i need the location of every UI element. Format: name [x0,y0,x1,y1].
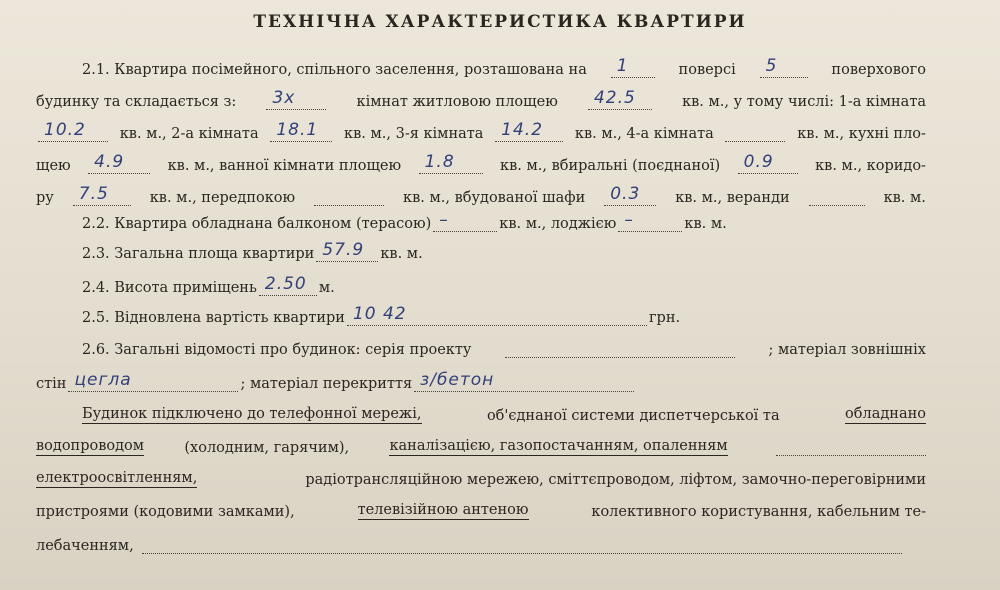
utilities-line-1 [82,394,926,424]
label: кв. м., лоджією [499,216,617,232]
room1-field[interactable]: 10.2 [38,121,108,142]
living-area-field[interactable]: 42.5 [588,89,652,110]
label: щею [36,158,71,174]
blank-line [776,437,926,456]
line-2-1-b [36,80,926,110]
label: стін [36,376,67,392]
rooms-field[interactable]: 3х [266,89,326,110]
label: грн. [648,310,681,326]
balcony-field[interactable]: – [433,211,497,232]
room4-field[interactable] [725,121,785,142]
label: кв. м., 2-а кімната [119,126,259,142]
label: 2.5. Відновлена вартість квартири [82,310,345,326]
height-field[interactable]: 2.50 [259,275,317,296]
utilities-line-5 [36,524,926,554]
corridor-field[interactable]: 7.5 [73,185,131,206]
underlined-text: телевізійною антеною [357,502,529,518]
text: колективного користування, кабельним те- [591,504,926,520]
line-2-4 [82,266,926,296]
label: кімнат житловою площею [356,94,558,110]
label: кв. м., у тому числі: 1-а кімната [682,94,926,110]
underlined-text: електроосвітленням, [36,470,198,486]
label: кв. м., веранди [675,190,790,206]
label: кв. м. [883,190,926,206]
label: кв. м., вбиральні (поєднаної) [500,158,721,174]
label: 2.1. Квартира посімейного, спільного заселення, розташована на [82,62,587,78]
utilities-line-2 [36,426,926,456]
label: кв. м., передпокою [149,190,296,206]
room2-field[interactable]: 18.1 [270,121,332,142]
label: 2.6. Загальні відомості про будинок: серія проекту [82,342,472,358]
label: поверхового [831,62,926,78]
label: будинку та складається з: [36,94,237,110]
label: ; матеріал зовнішніх [768,342,926,358]
floor-field[interactable]: 1 [611,57,655,78]
text: пристроями (кодовими замками), [36,504,295,520]
underlined-text: Будинок підключено до телефонної мережі, [82,406,422,422]
bath-field[interactable]: 1.8 [419,153,483,174]
text: об'єднаної системи диспетчерської та [486,408,780,424]
loggia-field[interactable]: – [618,211,682,232]
line-2-2 [82,202,926,232]
label: ; матеріал перекриття [240,376,413,392]
line-2-1-a [82,48,926,78]
label: кв. м. [684,216,727,232]
label: м. [318,280,335,296]
blank-line [142,535,902,554]
room3-field[interactable]: 14.2 [495,121,563,142]
label: 2.4. Висота приміщень [82,280,257,296]
cost-field[interactable]: 10 42 [347,305,647,326]
line-2-3 [82,232,926,262]
walls-material-field[interactable]: цегла [68,371,238,392]
label: кв. м., коридо- [815,158,926,174]
label: поверсі [678,62,736,78]
label: кв. м. [380,246,423,262]
line-2-1-c [36,112,926,142]
total-area-field[interactable]: 57.9 [316,241,378,262]
document-title: ТЕХНІЧНА ХАРАКТЕРИСТИКА КВАРТИРИ [253,12,747,32]
label: кв. м., 3-я кімната [344,126,484,142]
line-2-6-a [82,328,926,358]
line-2-5 [82,296,926,326]
label: 2.3. Загальна площа квартири [82,246,315,262]
utilities-line-3 [36,458,926,488]
text: лебаченням, [36,538,134,554]
ceiling-material-field[interactable]: з/бетон [414,371,634,392]
label: кв. м., кухні пло- [797,126,926,142]
label: кв. м., ванної кімнати площею [167,158,402,174]
underlined-text: водопроводом [36,438,145,454]
wc-field[interactable]: 0.9 [738,153,798,174]
label: 2.2. Квартира обладнана балконом (терасою) [82,216,432,232]
text: (холодним, гарячим), [184,440,350,456]
utilities-line-4 [36,490,926,520]
label: кв. м., вбудованої шафи [403,190,586,206]
label: кв. м., 4-а кімната [574,126,714,142]
floors-total-field[interactable]: 5 [760,57,808,78]
label: ру [36,190,54,206]
text: радіотрансляційною мережею, сміттєпроводом, ліфтом, замочно-переговірними [305,472,926,488]
kitchen-field[interactable]: 4.9 [88,153,150,174]
line-2-1-d [36,144,926,174]
underlined-text: обладнано [845,406,926,422]
line-2-6-b [36,362,926,392]
underlined-text: каналізацією, газопостачанням, опаленням [389,438,728,454]
series-field[interactable] [505,337,735,358]
closet-field[interactable]: 0.3 [604,185,656,206]
